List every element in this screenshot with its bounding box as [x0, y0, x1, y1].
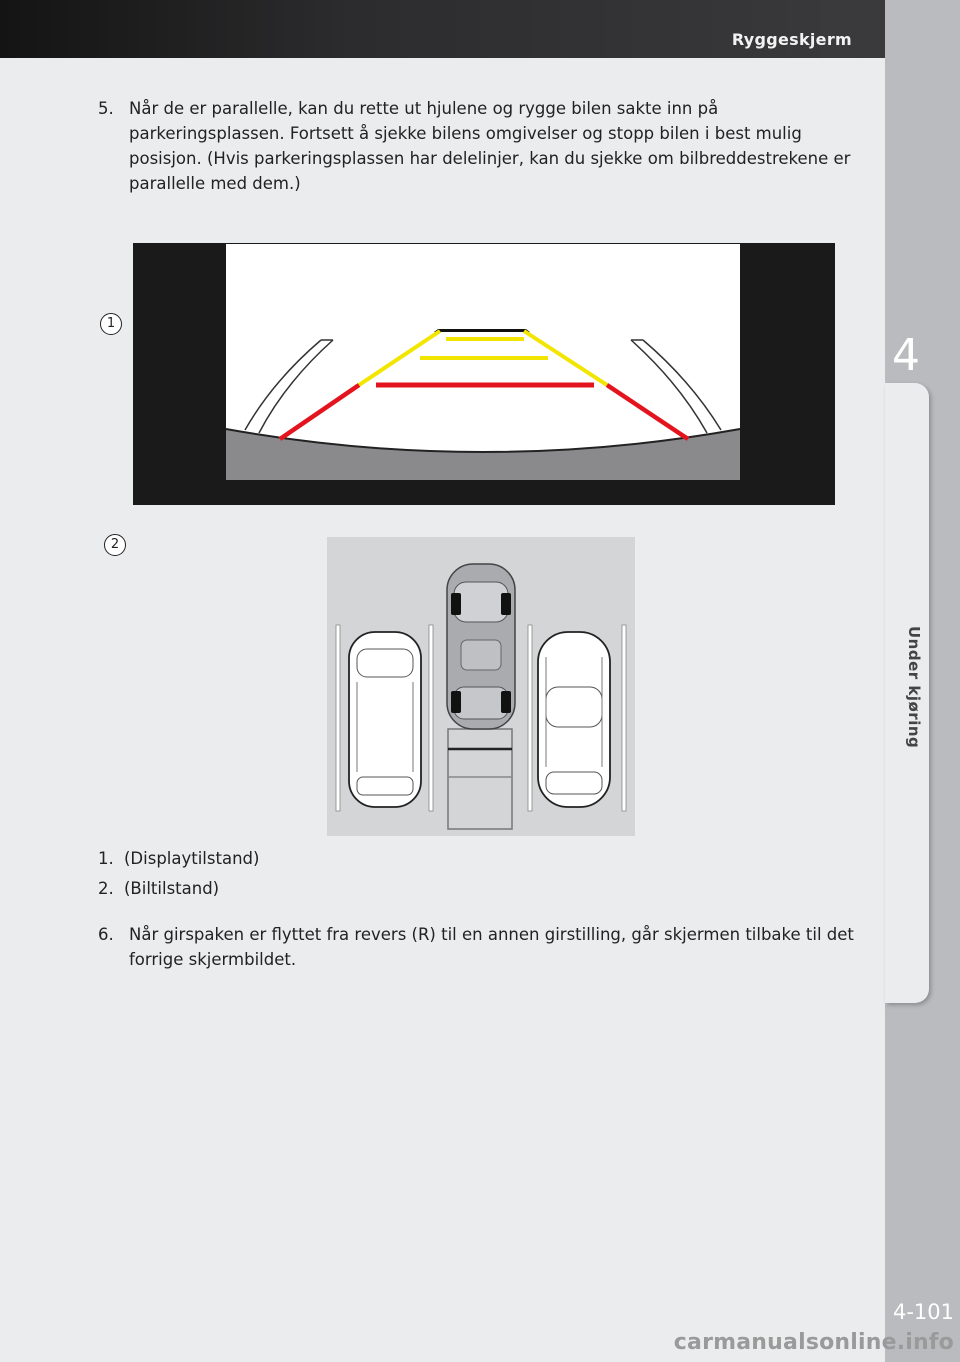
- figure-2-badge: 2: [104, 534, 126, 556]
- legend-number: 1.: [98, 849, 114, 868]
- parking-divider: [528, 625, 532, 811]
- step-text: Når de er parallelle, kan du rette ut hjulene og rygge bilen sakte inn på parkeringsplassen. Fortsett å sjekke bilens omgivelser og stopp bilen i best mulig posisjon. (Hvis parkeringsplassen har delelinjer, kan du sjekke om bilbreddestrekene er parallelle med dem.): [129, 99, 851, 193]
- section-title: Ryggeskjerm: [731, 30, 852, 49]
- parked-car-left: [349, 632, 421, 807]
- figure-1-badge: 1: [100, 313, 122, 335]
- parked-car-right: [538, 632, 610, 807]
- step-text: Når girspaken er flyttet fra revers (R) til en annen girstilling, går skjermen tilbake til det forrige skjermbildet.: [129, 925, 854, 969]
- legend-number: 2.: [98, 879, 114, 898]
- step-6: [98, 922, 858, 972]
- legend-item-1: [98, 849, 259, 868]
- reversing-car: [447, 564, 515, 729]
- legend-label: (Biltilstand): [124, 879, 220, 898]
- chapter-name: Under kjøring: [905, 626, 923, 749]
- parking-top-view: [327, 537, 635, 836]
- rear-camera-display: [133, 243, 835, 505]
- step-5: [98, 96, 858, 196]
- step-number: 5.: [98, 99, 114, 118]
- page-number: 4-101: [892, 1300, 954, 1324]
- far-marker: [434, 329, 530, 332]
- chapter-number: 4: [892, 330, 920, 381]
- watermark: carmanualsonline.info: [673, 1330, 954, 1355]
- parking-divider: [622, 625, 626, 811]
- step-number: 6.: [98, 925, 114, 944]
- header-bar: [0, 0, 885, 58]
- parking-divider: [336, 625, 340, 811]
- legend-item-2: [98, 879, 219, 898]
- legend-label: (Displaytilstand): [124, 849, 260, 868]
- parking-divider: [429, 625, 433, 811]
